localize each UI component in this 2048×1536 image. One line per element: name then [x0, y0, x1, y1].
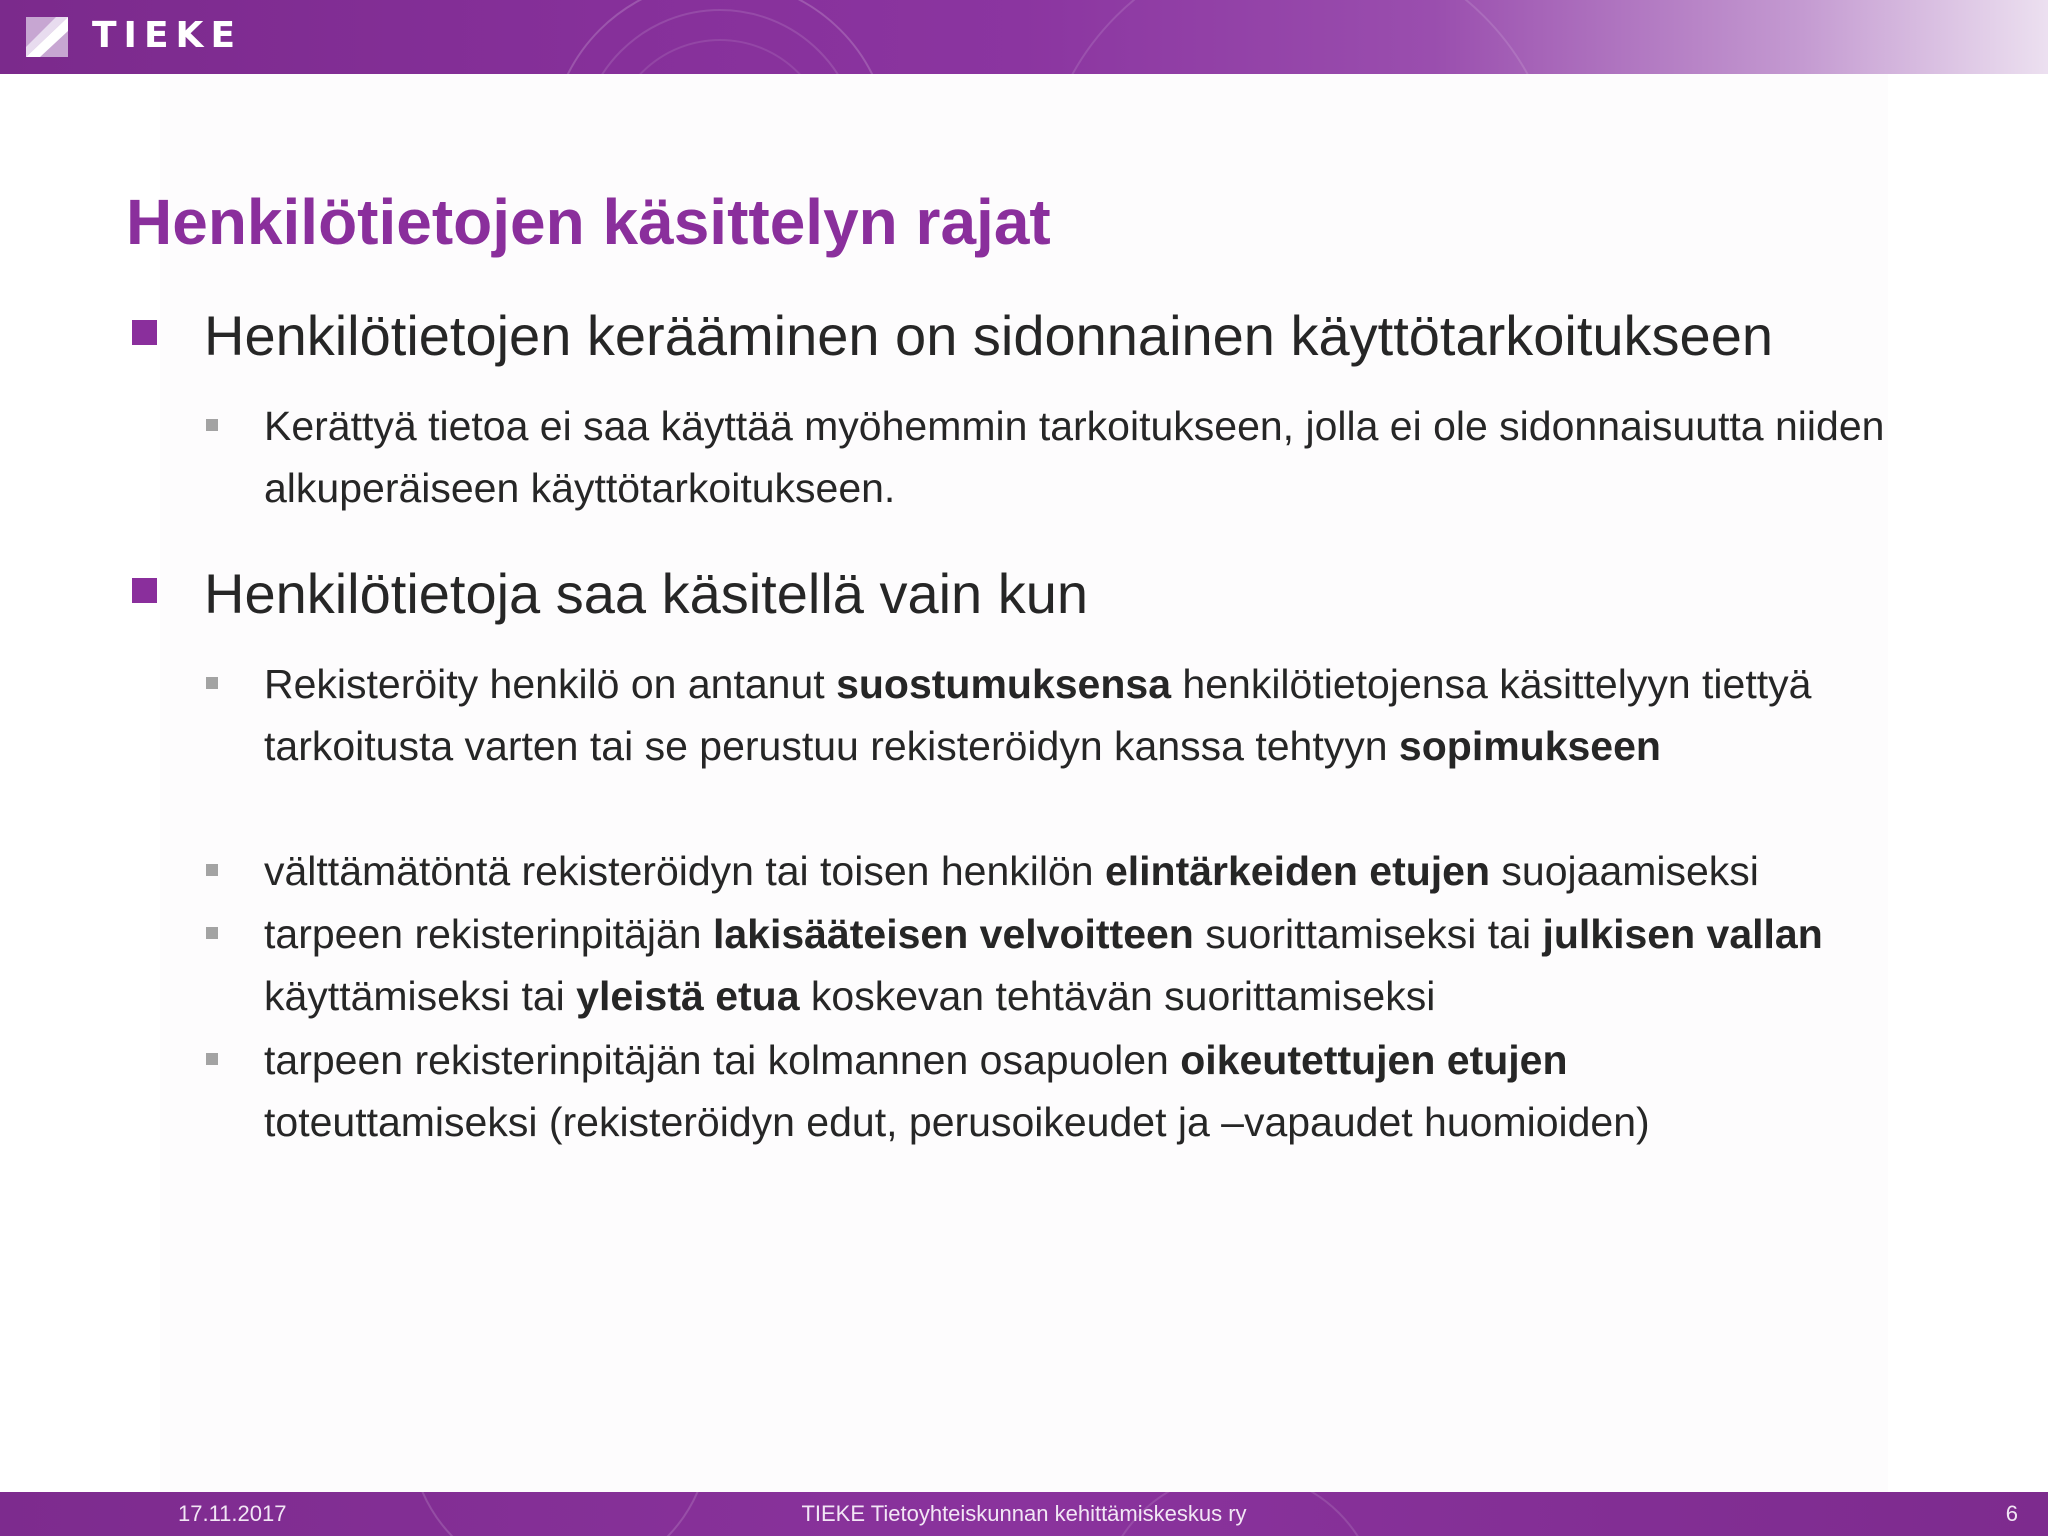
slide-title: Henkilötietojen käsittelyn rajat	[126, 186, 1051, 258]
text-run: käyttämiseksi tai	[264, 973, 577, 1019]
text-run: suojaamiseksi	[1490, 848, 1759, 894]
footer-bar	[0, 1492, 2048, 1536]
bold-term: lakisääteisen velvoitteen	[712, 911, 1194, 957]
grey-square-bullet-icon	[206, 419, 218, 431]
bullet-1: Henkilötietojen kerääminen on sidonnainen käyttötarkoitukseen	[204, 304, 1773, 367]
text-run: tarpeen rekisterinpitäjän	[264, 911, 713, 957]
slide-content-area	[160, 74, 1888, 1492]
bullet-2: Henkilötietoja saa käsitellä vain kun	[204, 562, 1089, 625]
sub-bullet-2-1	[264, 653, 1944, 777]
sub-bullet-2-4	[264, 1029, 1844, 1153]
grey-square-bullet-icon	[206, 927, 218, 939]
logo-text: TIEKE	[92, 15, 243, 56]
text-run: suorittamiseksi tai	[1193, 911, 1543, 957]
purple-square-bullet-icon	[132, 320, 157, 345]
grey-square-bullet-icon	[206, 864, 218, 876]
footer-date: 17.11.2017	[178, 1501, 287, 1526]
text-run: tarpeen rekisterinpitäjän tai kolmannen osapuolen	[264, 1037, 1181, 1083]
bold-term: yleistä etua	[576, 973, 800, 1019]
text-run: henkilötietojensa käsittelyyn tiettyä tarkoitusta varten tai se perustuu rekisteröidyn kanssa tehtyyn	[264, 661, 1812, 769]
header-banner	[0, 0, 2048, 74]
text-run: Rekisteröity henkilö on antanut	[264, 661, 837, 707]
sub-bullet-2-2	[264, 840, 1964, 902]
footer-organization: TIEKE Tietoyhteiskunnan kehittämiskeskus ry	[801, 1501, 1247, 1526]
text-run: välttämätöntä rekisteröidyn tai toisen henkilön	[264, 848, 1105, 894]
text-run: koskevan tehtävän suorittamiseksi	[799, 973, 1436, 1019]
bold-term: julkisen vallan	[1542, 911, 1823, 957]
bold-term: suostumuksensa	[836, 661, 1172, 707]
tieke-logo-icon	[26, 17, 68, 57]
text-run: toteuttamiseksi (rekisteröidyn edut, perusoikeudet ja –vapaudet huomioiden)	[264, 1099, 1650, 1145]
bold-term: sopimukseen	[1398, 723, 1661, 769]
bold-term: oikeutettujen etujen	[1180, 1037, 1568, 1083]
grey-square-bullet-icon	[206, 677, 218, 689]
grey-square-bullet-icon	[206, 1053, 218, 1065]
sub-bullet-1-1: Kerättyä tietoa ei saa käyttää myöhemmin tarkoitukseen, jolla ei ole sidonnaisuutta niiden alkuperäiseen käyttötarkoitukseen.	[264, 403, 1885, 511]
sub-bullet-2-3	[264, 903, 1874, 1027]
banner-swirl-decoration	[0, 0, 2048, 74]
purple-square-bullet-icon	[132, 578, 157, 603]
page-number: 6	[2005, 1501, 2018, 1526]
bold-term: elintärkeiden etujen	[1104, 848, 1491, 894]
